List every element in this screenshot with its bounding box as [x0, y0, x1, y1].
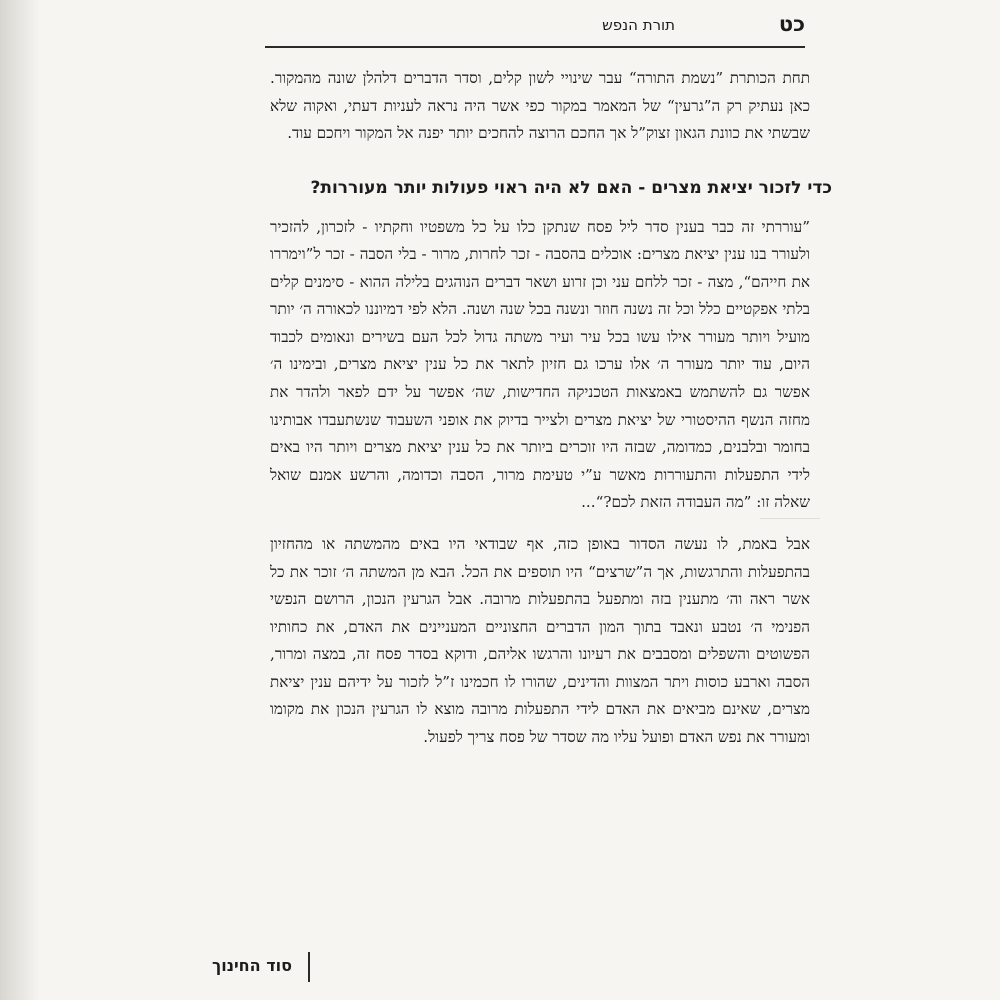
- footer-bar: [308, 952, 310, 982]
- binding-shadow: [0, 0, 40, 1000]
- intro-paragraph: תחת הכותרת ”נשמת התורה“ עבר שינויי לשון קלים, וסדר הדברים דלהלן שונה מהמקור. כאן נעתיק רק ה”גרעין“ של המאמר במקור כפי אשר היה נראה לעניות דעתי, ואקוה שלא שבשתי את כוונת הגאון זצוק”ל אך החכם הרוצה להחכים יותר יפנה אל המקור ויחכם עוד.: [270, 69, 810, 142]
- body-text: [270, 65, 832, 751]
- footer-book-title: סוד החינוך: [211, 956, 292, 975]
- header-rule: [265, 46, 805, 48]
- conclusion-paragraph: אבל באמת, לו נעשה הסדור באופן כזה, אף שבודאי היו באים מהמשתה או מהחזיון בהתפעלות והתרגשות, אך ה”שרצים“ היו תוספים את הכל. הבא מן המשתה ה׳ זוכר את כל אשר ראה וה׳ מתענין בזה ומתפעל בהתפעלות מרובה. אבל הגרעין הנכון, הרושם הנפשי הפנימי ה׳ נטבע ונאבד בתוך המון הדברים החצוניים המעניינים את האדם, את כחותיו הפשוטים והשפלים ומסבבים את רעיונו והרגשו אליהם, ודוקא בסדר פסח זה, במצה ומרור, הסבה וארבע כוסות ויתר המצוות והדינים, שהורו לו חכמינו ז”ל לזכור על ידיהם ענין יציאת מצרים, שאינם מביאים את האדם לידי התפעלות מרובה מוצא לו הגרעין הנכון את מקומו ומעורר את נפש האדם ופועל עליו מה שסדר של פסח צריך לפעול.: [270, 535, 810, 746]
- page-number: כט: [778, 12, 805, 36]
- quote-paragraph: ”עוררתי זה כבר בענין סדר ליל פסח שנתקן כלו על כל משפטיו וחקתיו - לזכרון, להזכיר ולעורר בנו ענין יציאת מצרים: אוכלים בהסבה - זכר לחרות, מרור - בלי הסבה - זכר ל”וימררו את חייהם“, מצה - זכר ללחם עני וכן זרוע ושאר דברים הנוהגים בלילה ההוא - סימנים קלים בלתי אפקטיים כלל וכל זה נשנה חוזר ונשנה בכל שנה ושנה. הלא לפי דמיוננו לכאורה ה׳ יותר מועיל ויותר מעורר אילו עשו בכל עיר ועיר משתה גדול לכל העם בשירים ונאומים לכבוד היום, עוד יותר מעורר ה׳ אלו ערכו גם חזיון לתאר את כל ענין יציאת מצרים, ובימינו ה׳ אפשר גם להשתמש באמצאות הטכניקה החדישות, שה׳ אפשר על ידם לפאר ולהדר את מחזה הנשף ההיסטורי של יציאת מצרים ולצייר בדיוק את אופני השעבוד שנשתעבדו אבותינו בחומר ובלבנים, כמדומה, שבזה היו זוכרים ביותר את כל ענין יציאת מצרים ויותר היו באים לידי התפעלות והתעוררות מאשר ע”י טעימת מרור, הסבה וכדומה, והרשע אמנם שואל שאלה זו: ”מה העבודה הזאת לכם?“...: [270, 217, 810, 512]
- running-title: תורת הנפש: [602, 16, 675, 34]
- section-heading: כדי לזכור יציאת מצרים - האם לא היה ראוי פעולות יותר מעוררות?: [310, 177, 832, 198]
- page-header: [265, 8, 805, 38]
